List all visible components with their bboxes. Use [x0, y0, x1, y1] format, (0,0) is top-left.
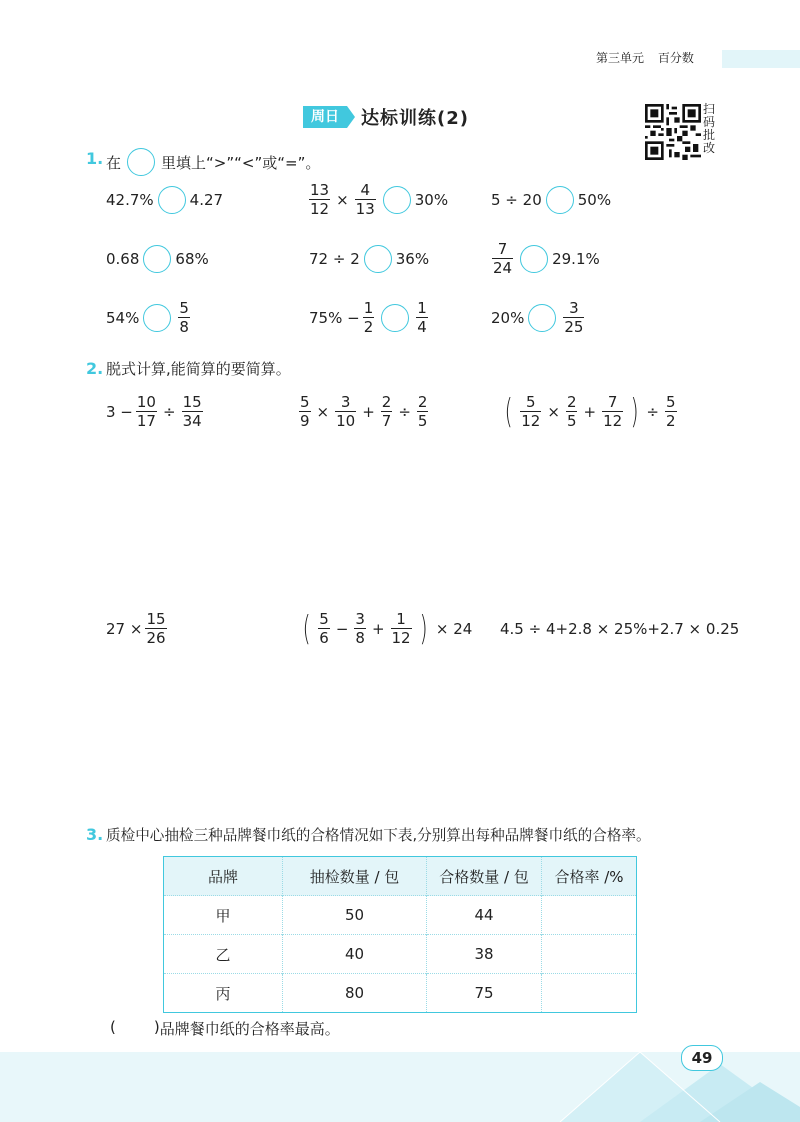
compare-left: 0.68: [106, 250, 140, 268]
fraction: $\frac{5}{6}$: [319, 610, 329, 647]
answer-circle[interactable]: [383, 186, 411, 214]
compare-right: 36%: [395, 250, 430, 268]
answer-cell[interactable]: [542, 974, 637, 1013]
compare-left: 42.7%: [106, 191, 154, 209]
q1-prompt: [106, 148, 320, 176]
fraction: $\frac{7}{24}$: [493, 240, 513, 277]
compare-right: 29.1%: [552, 250, 600, 268]
fraction: $\frac{3}{10}$: [336, 393, 356, 430]
q1-number: 1.: [86, 149, 104, 168]
circle-icon: [127, 148, 155, 176]
q3-answer-line: ( ) 品牌餐巾纸的合格率最高。: [110, 1018, 340, 1038]
compare-item-5: [309, 245, 429, 273]
day-tag: 周日: [303, 106, 347, 128]
page-title: 达标训练(2): [361, 108, 469, 129]
unit-label: 第三单元: [596, 51, 645, 65]
compare-right: 4.27: [189, 191, 224, 209]
expression-4: 27 × $\frac{15}{26}$: [106, 610, 166, 647]
q1-prompt-a: 在: [106, 153, 122, 172]
compare-right: 50%: [577, 191, 612, 209]
compare-left: 5 ÷ 20: [491, 191, 542, 209]
compare-item-9: [491, 301, 587, 335]
scan-to-grade-label: 扫码批改: [703, 102, 716, 155]
q3-number: 3.: [86, 825, 104, 844]
answer-circle[interactable]: [364, 245, 392, 273]
table-header: 合格数量 / 包: [427, 857, 542, 896]
compare-left: 75% −: [309, 309, 360, 327]
expression-3: ( $\frac{5}{12}$ × $\frac{2}{5}$ + $\frac{7}{12}$ ) ÷ $\frac{5}{2}$: [504, 392, 676, 432]
header-accent-bar: [722, 50, 800, 68]
brand-quality-table: [163, 856, 637, 1013]
fraction: $\frac{5}{12}$: [521, 393, 541, 430]
fraction: $\frac{5}{8}$: [179, 299, 189, 336]
table-row: 甲 50 44: [164, 896, 637, 935]
answer-blank[interactable]: [116, 1018, 154, 1039]
compare-item-7: [106, 301, 193, 335]
running-header: [596, 49, 704, 66]
section-title: [303, 104, 469, 130]
fraction: $\frac{7}{12}$: [603, 393, 623, 430]
topic-label: 百分数: [657, 51, 694, 65]
fraction: $\frac{5}{2}$: [666, 393, 676, 430]
table-header: 品牌: [164, 857, 283, 896]
qr-code-icon[interactable]: [645, 104, 701, 160]
compare-left: 54%: [106, 309, 140, 327]
table-row: 丙 80 75: [164, 974, 637, 1013]
fraction: $\frac{3}{8}$: [355, 610, 365, 647]
fraction: $\frac{1}{4}$: [417, 299, 427, 336]
compare-item-2: [306, 183, 448, 217]
footer-band: [0, 1052, 800, 1122]
compare-right: 30%: [414, 191, 449, 209]
compare-item-4: [106, 245, 209, 273]
expression-2: $\frac{5}{9}$ × $\frac{3}{10}$ + $\frac{2}{7}$ ÷ $\frac{2}{5}$: [300, 393, 428, 430]
operator: ×: [336, 191, 349, 209]
answer-circle[interactable]: [546, 186, 574, 214]
answer-circle[interactable]: [143, 304, 171, 332]
fraction: $\frac{10}{17}$: [136, 393, 156, 430]
compare-left: 20%: [491, 309, 525, 327]
compare-right: 68%: [175, 250, 209, 268]
answer-cell[interactable]: [542, 896, 637, 935]
answer-circle[interactable]: [381, 304, 409, 332]
fraction: $\frac{3}{25}$: [564, 299, 584, 336]
fraction: $\frac{2}{5}$: [566, 393, 577, 430]
compare-left: 72 ÷ 2: [309, 250, 360, 268]
page-number: 49: [681, 1045, 723, 1071]
q3-prompt: 质检中心抽检三种品牌餐巾纸的合格情况如下表,分别算出每种品牌餐巾纸的合格率。: [106, 827, 651, 844]
compare-item-1: [106, 186, 223, 214]
compare-item-6: [489, 242, 600, 276]
expression-5: ( $\frac{5}{6}$ − $\frac{3}{8}$ + $\frac{1}{12}$ ) × 24: [302, 609, 473, 649]
answer-cell[interactable]: [542, 935, 637, 974]
table-header: 抽检数量 / 包: [283, 857, 427, 896]
q2-prompt: 脱式计算,能简算的要简算。: [106, 360, 291, 378]
fraction: $\frac{2}{5}$: [417, 393, 428, 430]
footer-mountain-decoration: [0, 1052, 800, 1122]
fraction: $\frac{1}{2}$: [363, 299, 374, 336]
answer-circle[interactable]: [143, 245, 171, 273]
compare-item-8: [309, 301, 431, 335]
compare-item-3: [491, 186, 611, 214]
fraction: $\frac{5}{9}$: [300, 393, 310, 430]
fraction: $\frac{15}{34}$: [182, 393, 202, 430]
fraction: $\frac{4}{13}$: [355, 181, 375, 218]
table-header: 合格率 /%: [542, 857, 637, 896]
fraction: $\frac{13}{12}$: [310, 181, 330, 218]
answer-circle[interactable]: [520, 245, 548, 273]
expression-1: 3 − $\frac{10}{17}$ ÷ $\frac{15}{34}$: [106, 393, 202, 430]
answer-circle[interactable]: [528, 304, 556, 332]
table-header-row: [164, 857, 637, 896]
fraction: $\frac{1}{12}$: [391, 610, 411, 647]
fraction: $\frac{15}{26}$: [146, 610, 166, 647]
fraction: $\frac{2}{7}$: [381, 393, 392, 430]
q2-number: 2.: [86, 359, 104, 378]
expression-6: 4.5 ÷ 4+2.8 × 25%+2.7 × 0.25: [500, 620, 740, 638]
q1-prompt-b: 里填上“>”“<”或“=”。: [161, 153, 321, 172]
table-row: 乙 40 38: [164, 935, 637, 974]
answer-circle[interactable]: [158, 186, 186, 214]
